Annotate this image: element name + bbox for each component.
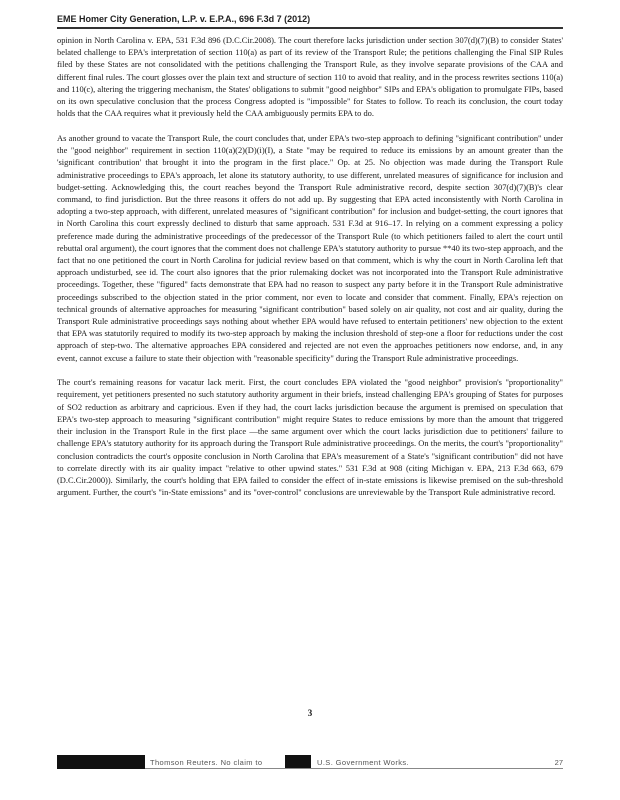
opinion-body: [57, 34, 563, 498]
footer-page-number: 27: [554, 758, 563, 767]
header-rule: [57, 27, 563, 29]
paragraph-2: As another ground to vacate the Transport Rule, the court concludes that, under EPA's two-step approach to defining "significant contribution" under the "good neighbor" requirement in section 110(a)(2)(D)(i)(I), a State "may be required to reduce its emissions by an amount greater than the 'significant contribution' that brought it into the program in the first place." Op. at 25. No objection was made during the Transport Rule administrative proceedings to EPA's approach, let alone its statutory authority, to use different, unrelated measures of significance for inclusion and budget-setting. Acknowledging this, the court reaches beyond the Transport Rule administrative record, despite section 307(d)(7)(B)'s clear command, to find jurisdiction. But the three reasons it offers do not add up. By suggesting that EPA acted inconsistently with North Carolina in adopting a two-step approach, with different, unrelated measures of "significant contribution" for inclusion and budget-setting, the court ignores that in North Carolina this court expressly declined to disturb that same approach. 531 F.3d at 916–17. In relying on a comment expressing a policy preference made during the administrative proceedings of the predecessor of the Transport Rule (to which petitioners failed to alert the court until rebuttal oral argument), the court ignores that the comment does not challenge EPA's statutory authority to pursue **40 its two-step approach, and the fact that no one petitioned the court in North Carolina for judicial review based on that comment, which is why the court in North Carolina left that approach undisturbed, see id. The court also ignores that the prior rulemaking docket was not incorporated into the Transport Rule administrative proceedings. Together, these "figured" facts demonstrate that EPA had no reason to suspect any party before it in the Transport Rule administrative proceedings subscribed to the objection stated in the prior comment, nor even to locate and consider that comment. Finally, EPA's rejection on technical grounds of alternative approaches for measuring "significant contribution" based solely on air quality, not cost and air quality, during the Transport Rule administrative proceedings says nothing about whether EPA would have refused to entertain petitioners' new objection to the extent that EPA was statutorily required to modify its two-step approach by making the inclusion threshold of step-one a floor for reductions under the cost approach of step-two. The alternative approaches EPA considered and rejected are not even the approaches petitioners now endorse, and, in any event, cannot excuse a failure to state their objection with "reasonable specificity" during the Transport Rule administrative proceedings.: [57, 132, 563, 363]
document-header: EME Homer City Generation, L.P. v. E.P.A., 696 F.3d 7 (2012): [57, 14, 311, 24]
paragraph-3: The court's remaining reasons for vacatur lack merit. First, the court concludes EPA violated the "good neighbor" provision's "proportionality" requirement, yet petitioners presented no such statutory authority argument in their briefs, instead challenging EPA's grouping of States for purposes of SO2 reduction as arbitrary and capricious. Even if they had, the court lacks jurisdiction because the argument is premised on speculation that EPA's two-step approach to measuring "significant contribution" might require States to reduce emissions by more than the amount that triggered their inclusion in the Transport Rule in the first place —the same argument over which the court lacks jurisdiction due to petitioners' failure to challenge EPA's statutory authority for its approach during the Transport Rule administrative proceedings. On the merits, the court's "proportionality" conclusion contradicts the court's opposite conclusion in North Carolina that EPA's measurement of a State's "significant contribution" did not have to correlate directly with its air quality impact "relative to other upwind states." 531 F.3d at 908 (citing Michigan v. EPA, 213 F.3d 663, 679 (D.C.Cir.2000)). Similarly, the court's holding that EPA failed to consider the effect of in-state emissions is likewise premised on the sub-threshold argument. Further, the court's "in-State emissions" and its "over-control" conclusions are unreviewable by the Transport Rule administrative record.: [57, 377, 563, 498]
footer-rule: [145, 768, 563, 769]
footer-left-text: Thomson Reuters. No claim to: [150, 758, 263, 767]
paragraph-1: opinion in North Carolina v. EPA, 531 F.3d 896 (D.C.Cir.2008). The court therefore lacks jurisdiction under section 307(d)(7)(B) to consider States' belated challenge to EPA's interpretation of section 110(a) as part of its review of the Transport Rule; the petitions challenging the Final SIP Rules filed by these States are not consolidated with the petitions challenging the Transport Rule, as they involve separate provisions of the CAA and different final rules. The court glosses over the plain text and structure of section 110 to avoid that reality, and in the process rewrites sections 110(a) and 110(c), altering the triggering mechanism, the States' obligations to submit "good neighbor" SIPs and EPA's obligation to promulgate FIPs, based on its own speculative conclusion that the process Congress adopted is "impossible" for States to follow. To reach its conclusion, the court today holds that the CAA requires what it previously held the CAA ambiguously permits EPA to do.: [57, 35, 563, 119]
redaction-bar-middle: [285, 755, 311, 769]
redaction-bar-left: [57, 755, 145, 769]
footer: [57, 755, 563, 769]
page-number: 3: [307, 708, 313, 718]
footer-middle-text: U.S. Government Works.: [317, 758, 410, 767]
